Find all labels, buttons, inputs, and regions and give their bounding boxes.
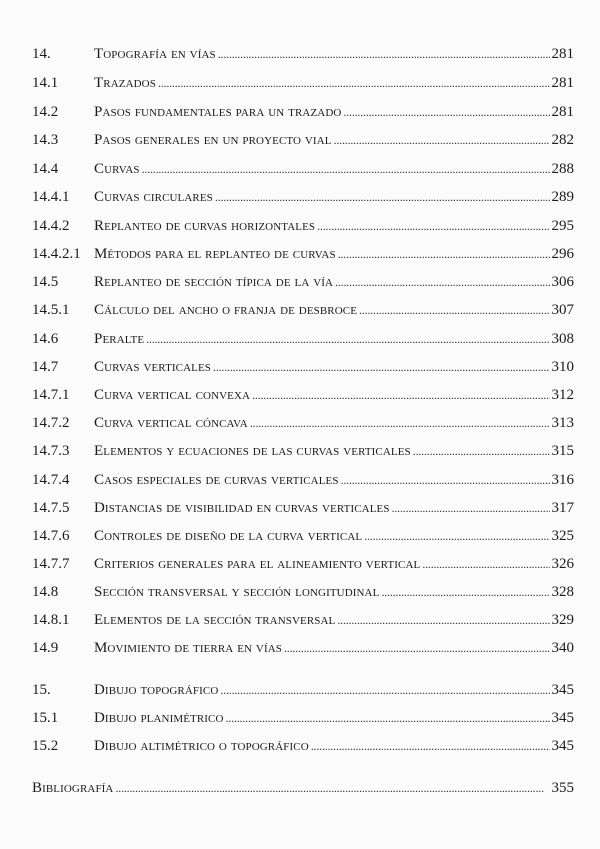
toc-page: 325 bbox=[551, 528, 574, 544]
toc-title: Dibujo topográfico bbox=[94, 682, 219, 698]
toc-title: Pasos fundamentales para un trazado bbox=[94, 104, 342, 120]
toc-page: 288 bbox=[551, 161, 574, 177]
toc-page: 328 bbox=[551, 584, 574, 600]
toc-page: 329 bbox=[551, 612, 574, 628]
toc-number: 14.1 bbox=[32, 75, 59, 91]
toc-page: 281 bbox=[551, 104, 574, 120]
toc-title: Casos especiales de curvas verticales bbox=[94, 472, 339, 488]
toc-page: 345 bbox=[551, 738, 574, 754]
toc-number: 14.6 bbox=[32, 331, 59, 347]
toc-number: 14.4 bbox=[32, 161, 59, 177]
toc-page: 312 bbox=[551, 387, 574, 403]
toc-title: Peralte bbox=[94, 331, 145, 347]
toc-page: 281 bbox=[551, 46, 574, 62]
toc-entry-bibliography bbox=[0, 777, 600, 799]
toc-number: 14.7.1 bbox=[32, 387, 70, 403]
dot-leader bbox=[381, 581, 549, 603]
toc-page: 295 bbox=[551, 218, 574, 234]
toc-number: 14.7.7 bbox=[32, 556, 70, 572]
toc-number: 14.5 bbox=[32, 274, 59, 290]
dot-leader bbox=[343, 101, 549, 123]
toc-title: Movimiento de tierra en vías bbox=[94, 640, 282, 656]
toc-entry bbox=[0, 735, 600, 757]
dot-leader bbox=[250, 412, 550, 434]
toc-page: 326 bbox=[551, 556, 574, 572]
toc-number: 14.5.1 bbox=[32, 302, 70, 318]
toc-number: 14.4.2 bbox=[32, 218, 70, 234]
toc-page: 345 bbox=[551, 682, 574, 698]
toc-entry bbox=[0, 469, 600, 491]
toc-title: Pasos generales en un proyecto vial bbox=[94, 132, 332, 148]
toc-title: Elementos de la sección transversal bbox=[94, 612, 336, 628]
dot-leader bbox=[146, 328, 549, 350]
toc-number: 14.7.5 bbox=[32, 500, 70, 516]
toc-title: Replanteo de sección típica de la vía bbox=[94, 274, 334, 290]
toc-entry bbox=[0, 43, 600, 65]
dot-leader bbox=[338, 243, 550, 265]
toc-number: 14.2 bbox=[32, 104, 59, 120]
toc-number: 14.4.1 bbox=[32, 189, 70, 205]
toc-page: 345 bbox=[551, 710, 574, 726]
dot-leader bbox=[142, 158, 550, 180]
dot-leader bbox=[284, 637, 550, 659]
toc-entry bbox=[0, 356, 600, 378]
toc-title: Controles de diseño de la curva vertical bbox=[94, 528, 363, 544]
toc-entry bbox=[0, 271, 600, 293]
toc-entry bbox=[0, 72, 600, 94]
toc-entry bbox=[0, 129, 600, 151]
dot-leader bbox=[392, 497, 550, 519]
toc-entry bbox=[0, 581, 600, 603]
dot-leader bbox=[213, 356, 549, 378]
toc-number: 15. bbox=[32, 682, 51, 698]
toc-number: 14.8.1 bbox=[32, 612, 70, 628]
toc-entry bbox=[0, 637, 600, 659]
toc-page: 317 bbox=[551, 500, 574, 516]
dot-leader bbox=[422, 553, 549, 575]
toc-page: 281 bbox=[551, 75, 574, 91]
toc-page: 296 bbox=[551, 246, 574, 262]
toc-entry bbox=[0, 707, 600, 729]
toc-page: 315 bbox=[551, 443, 574, 459]
dot-leader bbox=[364, 525, 549, 547]
toc-page: 340 bbox=[551, 640, 574, 656]
toc-page: 289 bbox=[551, 189, 574, 205]
toc-number: 15.2 bbox=[32, 738, 59, 754]
toc-number: 14.7.4 bbox=[32, 472, 70, 488]
toc-page: 282 bbox=[551, 132, 574, 148]
toc-page: 316 bbox=[551, 472, 574, 488]
toc-title: Replanteo de curvas horizontales bbox=[94, 218, 316, 234]
toc-number: 14. bbox=[32, 46, 51, 62]
toc-title: Elementos y ecuaciones de las curvas verticales bbox=[94, 443, 411, 459]
toc-title: Curva vertical cóncava bbox=[94, 415, 248, 431]
toc-entry bbox=[0, 215, 600, 237]
toc-entry bbox=[0, 384, 600, 406]
toc-number: 14.3 bbox=[32, 132, 59, 148]
toc-title: Curvas circulares bbox=[94, 189, 213, 205]
dot-leader bbox=[334, 129, 550, 151]
toc-entry bbox=[0, 186, 600, 208]
toc-entry bbox=[0, 101, 600, 123]
toc-title: Criterios generales para el alineamiento vertical bbox=[94, 556, 421, 572]
toc-entry bbox=[0, 609, 600, 631]
dot-leader bbox=[226, 707, 550, 729]
toc-title: Curvas bbox=[94, 161, 140, 177]
toc-title: Curvas verticales bbox=[94, 359, 212, 375]
dot-leader bbox=[218, 43, 550, 65]
toc-entry bbox=[0, 158, 600, 180]
dot-leader bbox=[311, 735, 550, 757]
toc-title: Sección transversal y sección longitudinal bbox=[94, 584, 380, 600]
toc-page: 310 bbox=[551, 359, 574, 375]
dot-leader bbox=[115, 777, 549, 799]
toc-title: Trazados bbox=[94, 75, 156, 91]
toc-entry bbox=[0, 299, 600, 321]
toc-page: 313 bbox=[551, 415, 574, 431]
toc-entry bbox=[0, 497, 600, 519]
toc-number: 14.8 bbox=[32, 584, 59, 600]
dot-leader bbox=[220, 679, 549, 701]
toc-entry bbox=[0, 525, 600, 547]
toc-entry bbox=[0, 553, 600, 575]
toc-title: Bibliografía bbox=[32, 780, 114, 796]
toc-title: Cálculo del ancho o franja de desbroce bbox=[94, 302, 358, 318]
toc-number: 14.7.6 bbox=[32, 528, 70, 544]
dot-leader bbox=[252, 384, 549, 406]
toc-entry bbox=[0, 243, 600, 265]
toc-number: 14.7 bbox=[32, 359, 59, 375]
toc-entry bbox=[0, 328, 600, 350]
toc-number: 14.7.3 bbox=[32, 443, 70, 459]
toc-title: Distancias de visibilidad en curvas verticales bbox=[94, 500, 390, 516]
toc-title: Topografía en vías bbox=[94, 46, 216, 62]
toc-entry bbox=[0, 440, 600, 462]
dot-leader bbox=[335, 271, 549, 293]
dot-leader bbox=[359, 299, 549, 321]
toc-number: 14.4.2.1 bbox=[32, 246, 81, 262]
toc-entry bbox=[0, 679, 600, 701]
toc-page: 306 bbox=[551, 274, 574, 290]
toc-title: Curva vertical convexa bbox=[94, 387, 251, 403]
toc-number: 14.7.2 bbox=[32, 415, 70, 431]
dot-leader bbox=[215, 186, 550, 208]
toc-title: Dibujo planimétrico bbox=[94, 710, 224, 726]
dot-leader bbox=[158, 72, 550, 94]
toc-entry bbox=[0, 412, 600, 434]
toc-title: Métodos para el replanteo de curvas bbox=[94, 246, 336, 262]
dot-leader bbox=[317, 215, 549, 237]
dot-leader bbox=[413, 440, 550, 462]
toc-page: 307 bbox=[551, 302, 574, 318]
toc-title: Dibujo altimétrico o topográfico bbox=[94, 738, 309, 754]
toc-page: 355 bbox=[551, 780, 574, 796]
toc-number: 15.1 bbox=[32, 710, 59, 726]
dot-leader bbox=[337, 609, 549, 631]
toc-number: 14.9 bbox=[32, 640, 59, 656]
dot-leader bbox=[341, 469, 550, 491]
toc-page: 308 bbox=[551, 331, 574, 347]
